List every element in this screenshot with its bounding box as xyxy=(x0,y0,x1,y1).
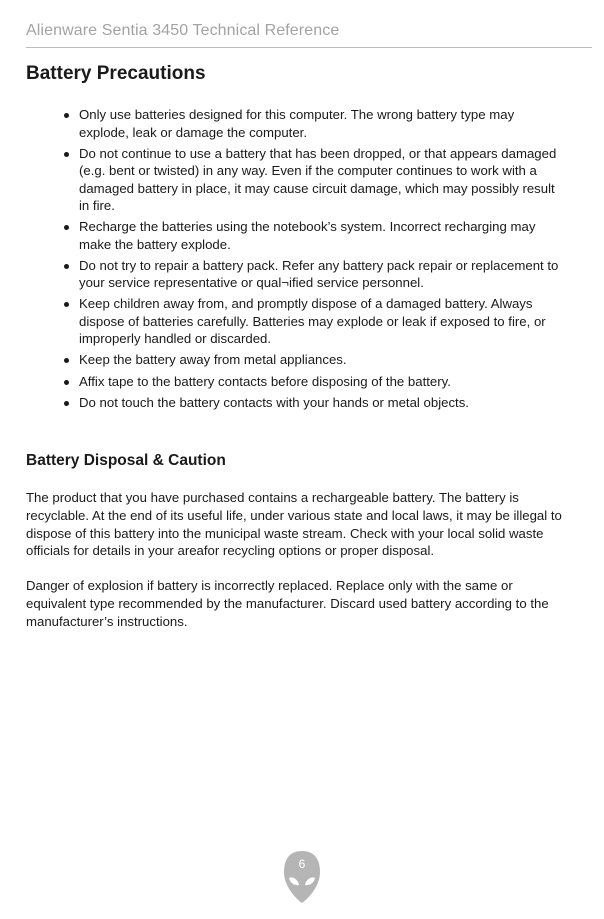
page-footer xyxy=(283,850,321,904)
bullet-icon xyxy=(64,401,69,406)
header-divider xyxy=(26,47,592,48)
disposal-paragraph: The product that you have purchased contains a rechargeable battery. The battery is recyclable. At the end of its useful life, under various state and local laws, it may be illegal to dispose of this battery into the municipal waste stream. Check with your local solid waste officials for details in your areafor recycling options or proper disposal. xyxy=(26,490,562,559)
list-item-text: Do not touch the battery contacts with your hands or metal objects. xyxy=(79,394,469,410)
bullet-icon xyxy=(64,152,69,157)
list-item-text: Recharge the batteries using the notebook’s system. Incorrect recharging may make the battery explode. xyxy=(79,219,536,252)
list-item xyxy=(64,373,564,391)
list-item-text: Keep children away from, and promptly dispose of a damaged battery. Always dispose of batteries carefully. Batteries may explode or leak if exposed to fire, or improperly handled or discarded. xyxy=(79,296,546,347)
document-header-title: Alienware Sentia 3450 Technical Reference xyxy=(26,22,340,39)
battery-disposal-heading: Battery Disposal & Caution xyxy=(26,452,226,469)
page-number: 6 xyxy=(298,857,306,871)
caution-paragraph: Danger of explosion if battery is incorrectly replaced. Replace only with the same or equivalent type recommended by the manufacturer. Discard used battery according to the manufacturer’s instructions. xyxy=(26,578,549,629)
list-item xyxy=(64,257,564,292)
list-item-text: Keep the battery away from metal appliances. xyxy=(79,352,347,368)
bullet-icon xyxy=(64,302,69,307)
bullet-icon xyxy=(64,380,69,385)
bullet-icon xyxy=(64,358,69,363)
bullet-icon xyxy=(64,225,69,230)
list-item xyxy=(64,351,564,369)
bullet-icon xyxy=(64,113,69,118)
list-item xyxy=(64,394,564,412)
list-item-text: Do not try to repair a battery pack. Refer any battery pack repair or replacement to your service representative or qual¬ified service personnel. xyxy=(79,257,559,291)
list-item xyxy=(64,106,564,141)
list-item-text: Affix tape to the battery contacts before disposing of the battery. xyxy=(79,373,451,389)
bullet-icon xyxy=(64,264,69,269)
precautions-list xyxy=(64,106,564,415)
list-item xyxy=(64,295,564,348)
list-item-text: Only use batteries designed for this computer. The wrong battery type may explode, leak or damage the computer. xyxy=(79,107,515,140)
list-item xyxy=(64,145,564,215)
list-item xyxy=(64,218,564,253)
list-item-text: Do not continue to use a battery that has been dropped, or that appears damaged (e.g. bent or twisted) in any way. Even if the computer continues to work with a damaged battery in place, it may cause circuit damage, which may possibly result in fire. xyxy=(79,145,557,214)
battery-precautions-heading: Battery Precautions xyxy=(26,63,206,84)
